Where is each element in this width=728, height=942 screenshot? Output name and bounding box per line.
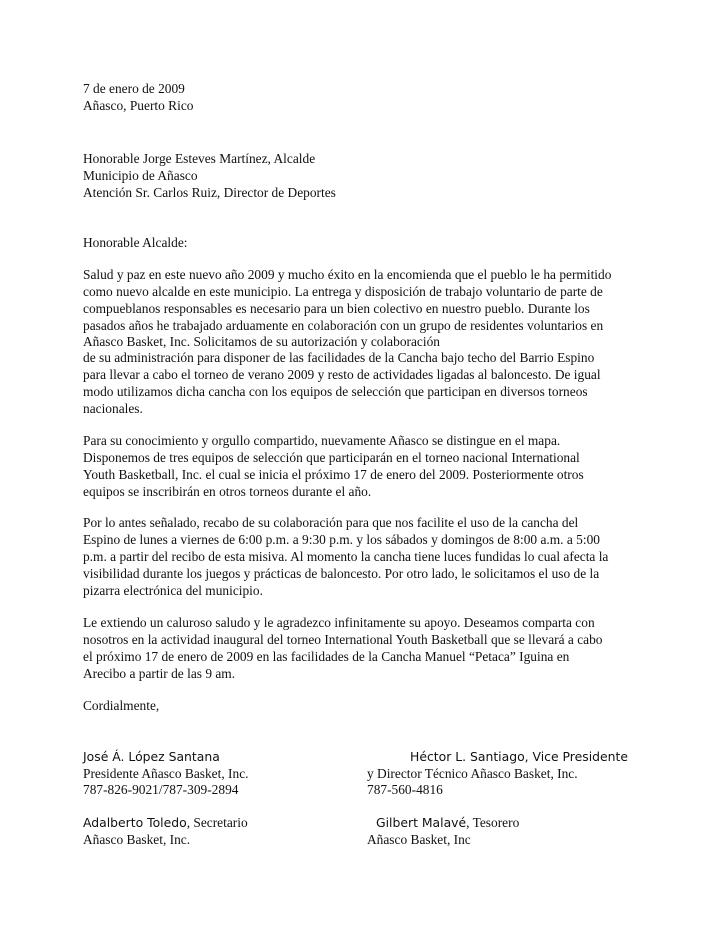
addressee-line: Municipio de Añasco [83,168,198,183]
paragraph1-line: Añasco Basket, Inc. Solicitamos de su autorización y colaboración [83,334,440,349]
letter-place: Añasco, Puerto Rico [83,98,194,113]
paragraph2-line: Youth Basketball, Inc. el cual se inicia el próximo 17 de enero del 2009. Posteriormente otros [83,467,584,482]
paragraph3-line: Espino de lunes a viernes de 6:00 p.m. a 9:30 p.m. y los sábados y domingos de 8:00 a.m. a 5:00 [83,532,600,547]
signatory-line [83,814,248,831]
signatory-org: Añasco Basket, Inc. [83,832,191,847]
paragraph3-line: pizarra electrónica del municipio. [83,583,263,598]
paragraph1-line: pasados años he trabajado arduamente en colaboración con un grupo de residentes voluntarios en [83,318,604,333]
signatory-title: y Director Técnico Añasco Basket, Inc. [367,766,578,781]
paragraph1-line: modo utilizamos dicha cancha con los equipos de selección que participan en diversos torneos [83,384,588,399]
paragraph2-line: equipos se inscribirán en otros torneos durante el año. [83,484,372,499]
salutation: Honorable Alcalde: [83,235,188,250]
signatory-role: , Tesorero [466,815,520,830]
addressee-line: Honorable Jorge Esteves Martínez, Alcalde [83,151,316,166]
paragraph3-line: p.m. a partir del recibo de esta misiva. Al momento la cancha tiene luces fundidas lo cual afecta la [83,549,609,564]
paragraph3-line: visibilidad durante los juegos y prácticas de baloncesto. Por otro lado, le solicitamos el uso de la [83,566,600,581]
paragraph1-line: nacionales. [83,401,143,416]
signatory-line [376,814,519,831]
paragraph4-line: nosotros en la actividad inaugural del torneo International Youth Basketball que se llevará a cabo [83,632,603,647]
addressee-line: Atención Sr. Carlos Ruiz, Director de Deportes [83,185,336,200]
signatory-name: José Á. López Santana [83,749,220,764]
paragraph3-line: Por lo antes señalado, recabo de su colaboración para que nos facilite el uso de la cancha del [83,515,579,530]
signatory-phone: 787-560-4816 [367,782,443,797]
paragraph4-line: Le extiendo un caluroso saludo y le agradezco infinitamente su apoyo. Deseamos comparta con [83,615,595,630]
paragraph1-line: como nuevo alcalde en este municipio. La entrega y disposición de trabajo voluntario de parte de [83,284,603,299]
paragraph2-line: Disponemos de tres equipos de selección que participarán en el torneo nacional International [83,450,580,465]
paragraph1-line: compueblanos responsables es necesario para un bien colectivo en nuestro pueblo. Durante los [83,301,590,316]
signatory-phone: 787-826-9021/787-309-2894 [83,782,239,797]
signatory-title: Presidente Añasco Basket, Inc. [83,766,249,781]
signatory-role: , Secretario [186,815,248,830]
signatory-name: Adalberto Toledo [83,815,187,830]
paragraph1-line: para llevar a cabo el torneo de verano 2009 y resto de actividades ligadas al baloncesto. De igual [83,367,601,382]
paragraph4-line: Arecibo a partir de las 9 am. [83,666,236,681]
paragraph4-line: el próximo 17 de enero de 2009 en las facilidades de la Cancha Manuel “Petaca” Iguina en [83,649,570,664]
signatory-name: Gilbert Malavé [376,815,467,830]
paragraph2-line: Para su conocimiento y orgullo compartido, nuevamente Añasco se distingue en el mapa. [83,433,561,448]
paragraph1-line: de su administración para disponer de las facilidades de la Cancha bajo techo del Barrio Espino [83,350,595,365]
signatory-name: Héctor L. Santiago, Vice Presidente [410,749,628,764]
paragraph1-line: Salud y paz en este nuevo año 2009 y mucho éxito en la encomienda que el pueblo le ha permitido [83,267,612,282]
closing: Cordialmente, [83,698,160,713]
letter-date: 7 de enero de 2009 [83,81,185,96]
signatory-org: Añasco Basket, Inc [367,832,471,847]
